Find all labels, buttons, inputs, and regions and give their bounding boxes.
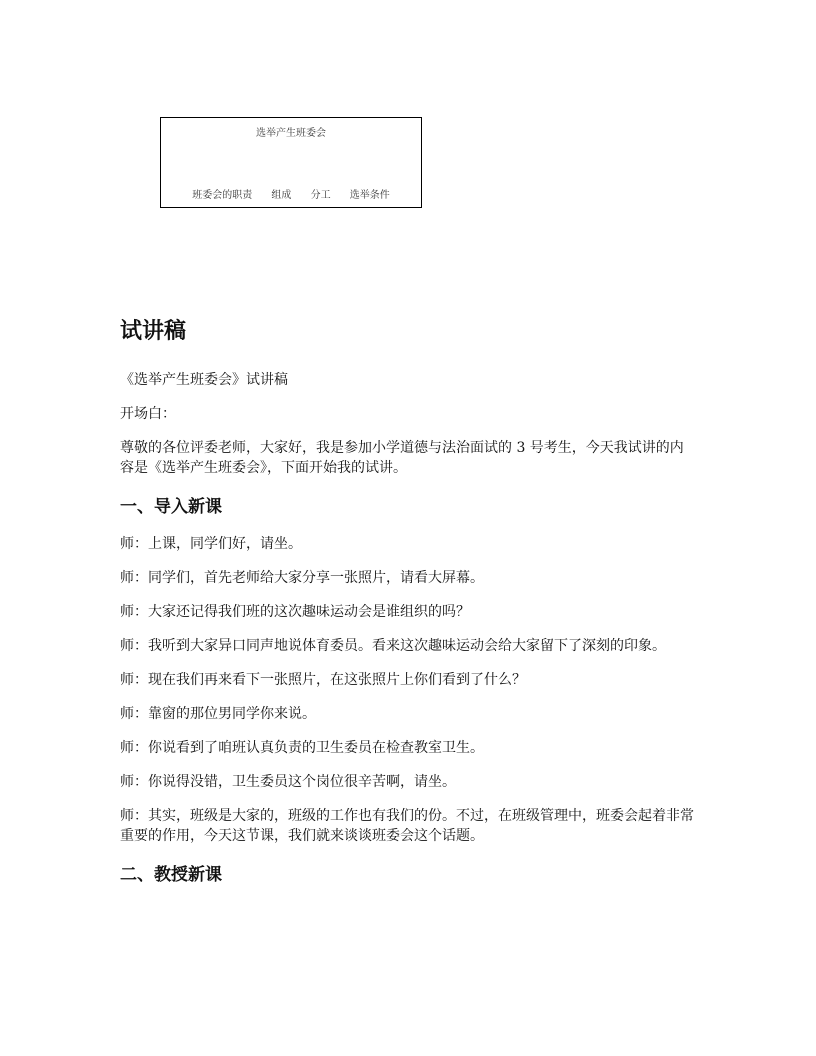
dialogue-line: 师：同学们，首先老师给大家分享一张照片，请看大屏幕。 — [120, 570, 484, 586]
opening-label: 开场白： — [120, 406, 176, 422]
board-item-division: 分工 — [310, 190, 331, 201]
section-title-intro: 一、导入新课 — [120, 497, 222, 517]
blackboard-diagram — [160, 117, 422, 208]
dialogue-line: 师：靠窗的那位男同学你来说。 — [120, 706, 316, 722]
dialogue-line: 师：我听到大家异口同声地说体育委员。看来这次趣味运动会给大家留下了深刻的印象。 — [120, 638, 666, 654]
board-title: 选举产生班委会 — [256, 128, 326, 139]
dialogue-line: 师：其实，班级是大家的，班级的工作也有我们的份。不过，在班级管理中，班委会起着非常重要的作用，今天这节课，我们就来谈谈班委会这个话题。 — [120, 808, 694, 844]
opening-text: 尊敬的各位评委老师，大家好，我是参加小学道德与法治面试的 3 号考生，今天我试讲的内容是《选举产生班委会》，下面开始我的试讲。 — [120, 440, 684, 476]
board-item-composition: 组成 — [271, 190, 292, 201]
dialogue-line: 师：现在我们再来看下一张照片，在这张照片上你们看到了什么？ — [120, 672, 526, 688]
dialogue-line: 师：大家还记得我们班的这次趣味运动会是谁组织的吗？ — [120, 604, 470, 620]
section-title-teaching: 二、教授新课 — [120, 865, 222, 885]
dialogue-line: 师：你说看到了咱班认真负责的卫生委员在检查教室卫生。 — [120, 740, 484, 756]
document-subtitle: 《选举产生班委会》试讲稿 — [120, 372, 288, 388]
document-body — [120, 318, 696, 902]
board-item-duties: 班委会的职责 — [192, 190, 253, 201]
board-items — [161, 186, 421, 201]
dialogue-line: 师：上课，同学们好，请坐。 — [120, 536, 302, 552]
board-item-conditions: 选举条件 — [349, 190, 390, 201]
document-title: 试讲稿 — [120, 319, 187, 344]
dialogue-line: 师：你说得没错，卫生委员这个岗位很辛苦啊，请坐。 — [120, 774, 456, 790]
